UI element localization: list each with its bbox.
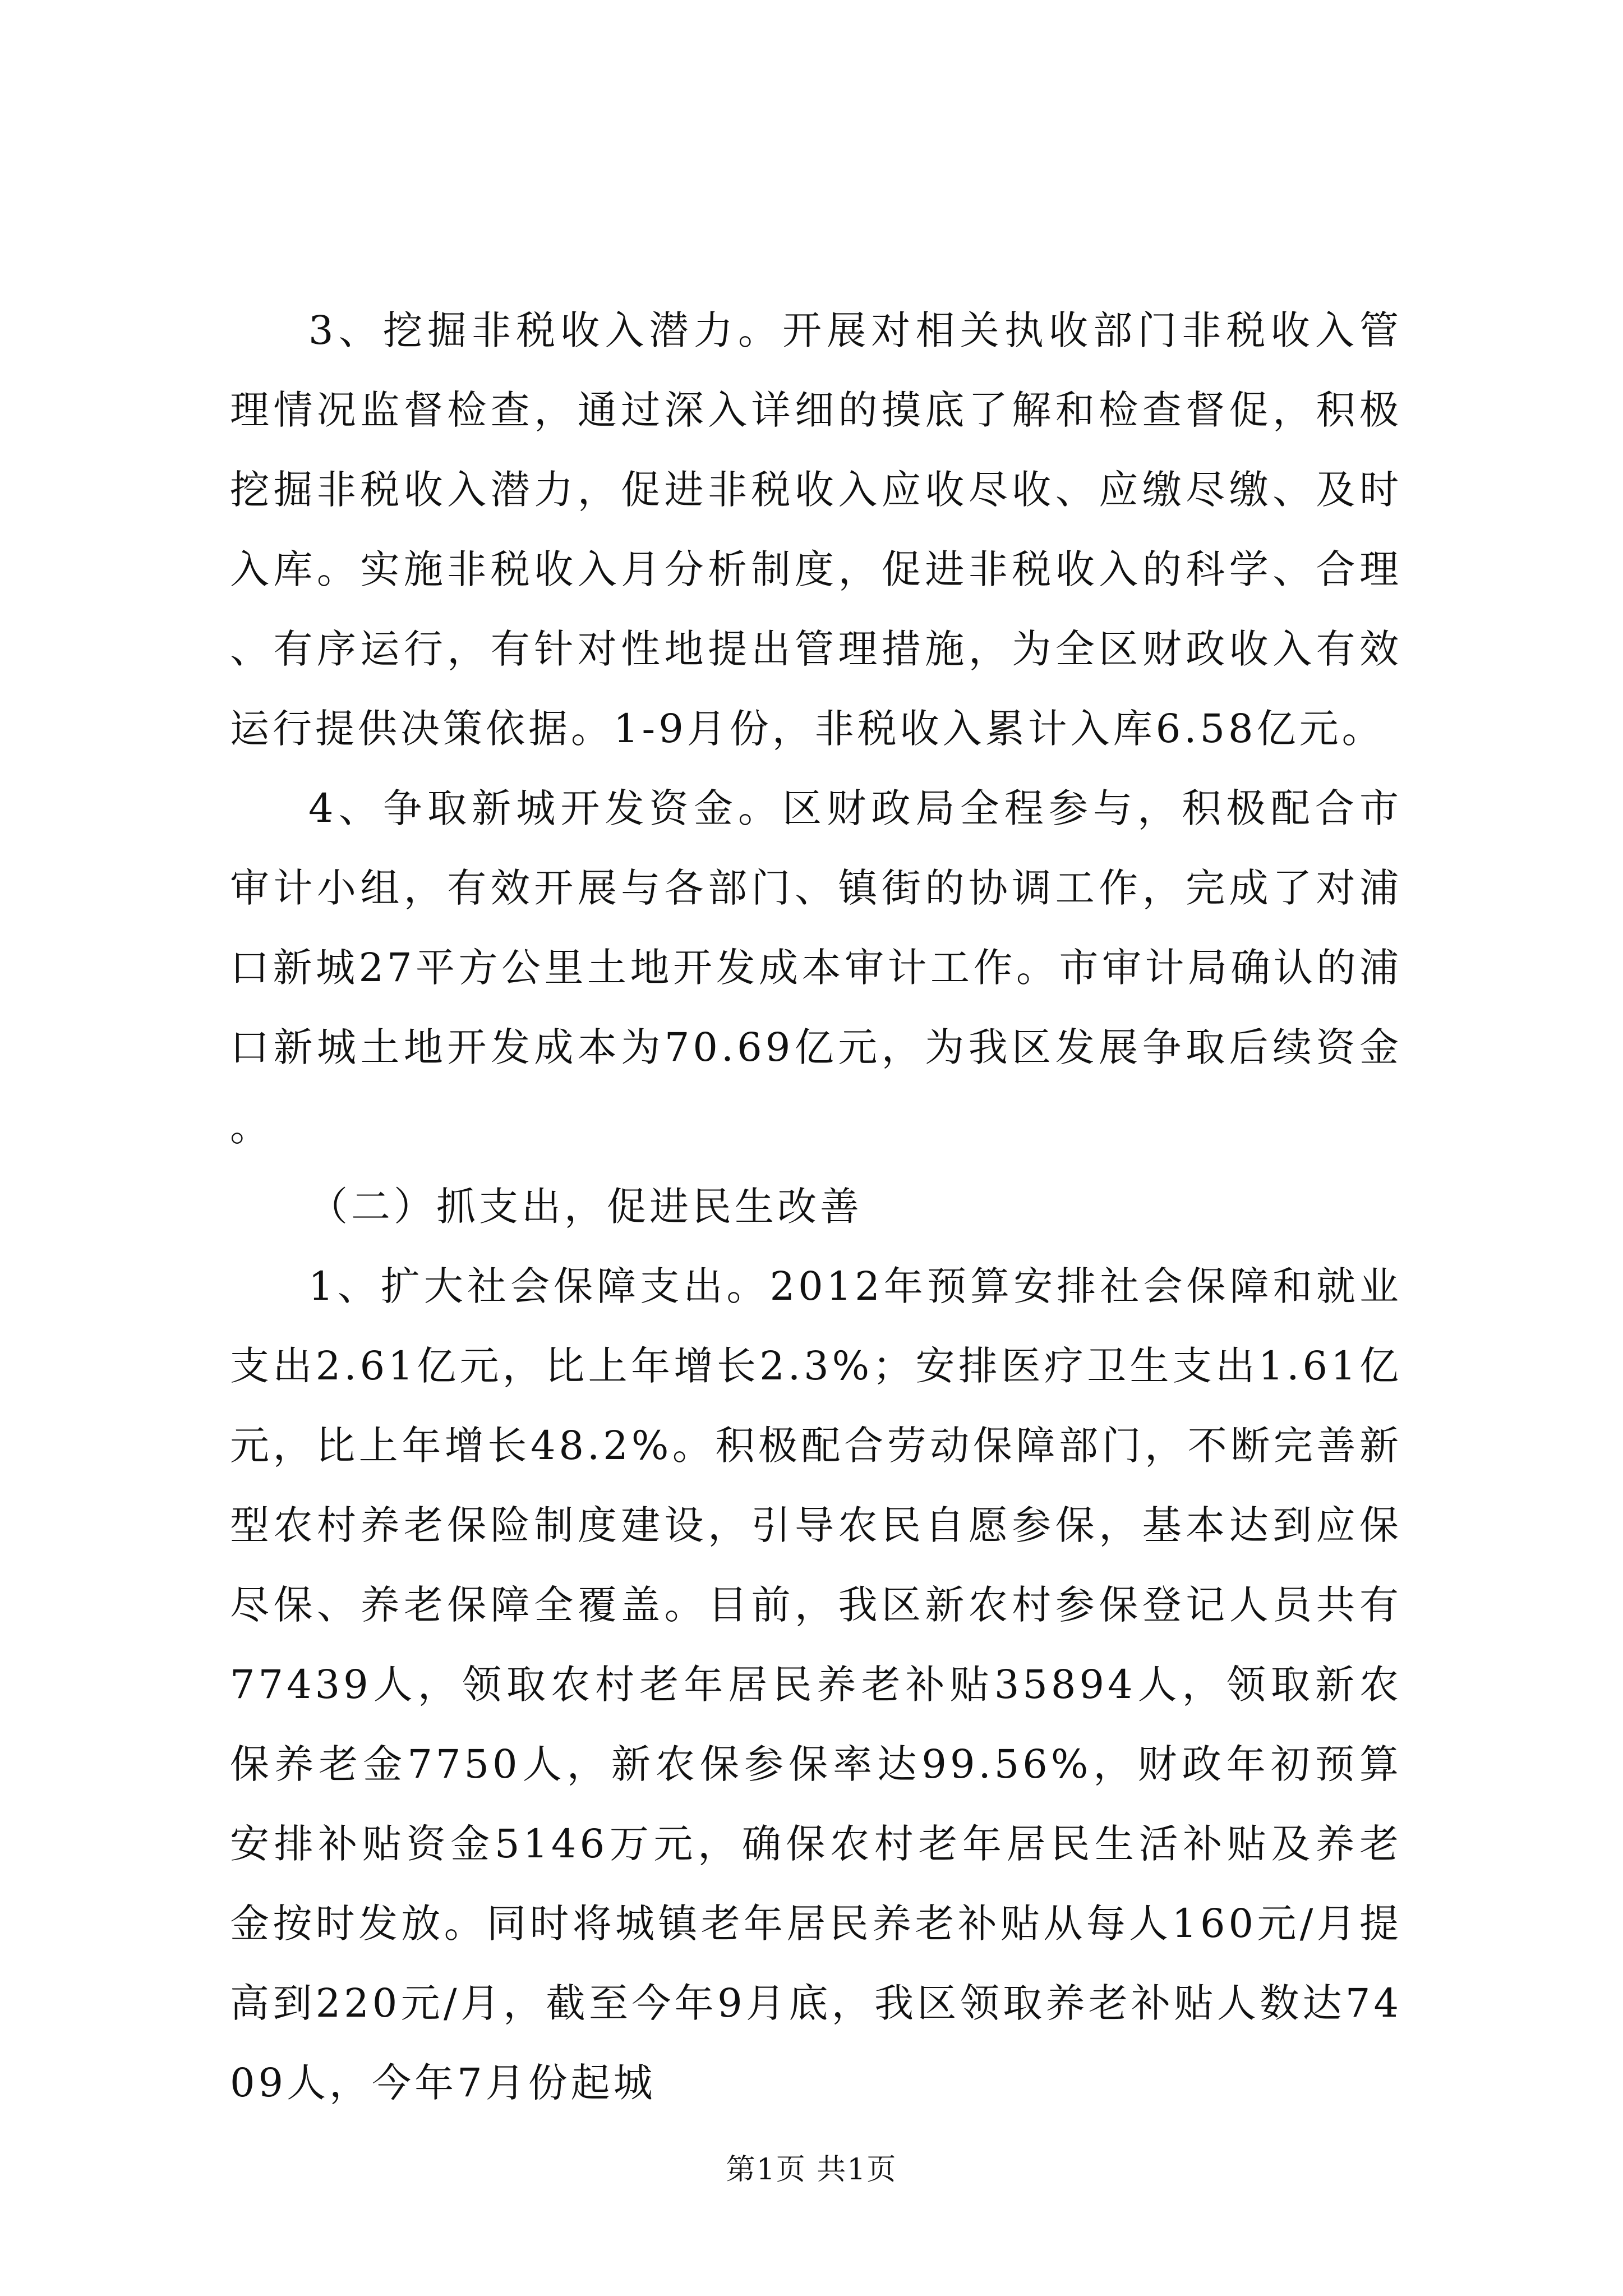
paragraph-new-city-funds: 4、争取新城开发资金。区财政局全程参与，积极配合市审计小组，有效开展与各部门、镇街的协调工作，完成了对浦口新城27平方公里土地开发成本审计工作。市审计局确认的浦口新城土地开发成本为70.69亿元，为我区发展争取后续资金。: [230, 785, 1402, 1150]
document-body: [230, 291, 1402, 2123]
paragraph-non-tax-revenue: 3、挖掘非税收入潜力。开展对相关执收部门非税收入管理情况监督检查，通过深入详细的摸底了解和检查督促，积极挖掘非税收入潜力，促进非税收入应收尽收、应缴尽缴、及时入库。实施非税收入月分析制度，促进非税收入的科学、合理、有序运行，有针对性地提出管理措施，为全区财政收入有效运行提供决策依据。1-9月份，非税收入累计入库6.58亿元。: [230, 307, 1402, 752]
page-footer: 第1页 共1页: [726, 2153, 897, 2187]
paragraph-social-security: 1、扩大社会保障支出。2012年预算安排社会保障和就业支出2.61亿元，比上年增长2.3%；安排医疗卫生支出1.61亿元，比上年增长48.2%。积极配合劳动保障部门，不断完善新型农村养老保险制度建设，引导农民自愿参保，基本达到应保尽保、养老保障全覆盖。目前，我区新农村参保登记人员共有77439人，领取农村老年居民养老补贴35894人，领取新农保养老金7750人，新农保参保率达99.56%，财政年初预算安排补贴资金5146万元，确保农村老年居民生活补贴及养老金按时发放。同时将城镇老年居民养老补贴从每人160元/月提高到220元/月，截至今年9月底，我区领取养老补贴人数达7409人，今年7月份起城: [230, 1263, 1402, 2106]
section-heading-expenditure: （二）抓支出，促进民生改善: [308, 1184, 863, 1230]
